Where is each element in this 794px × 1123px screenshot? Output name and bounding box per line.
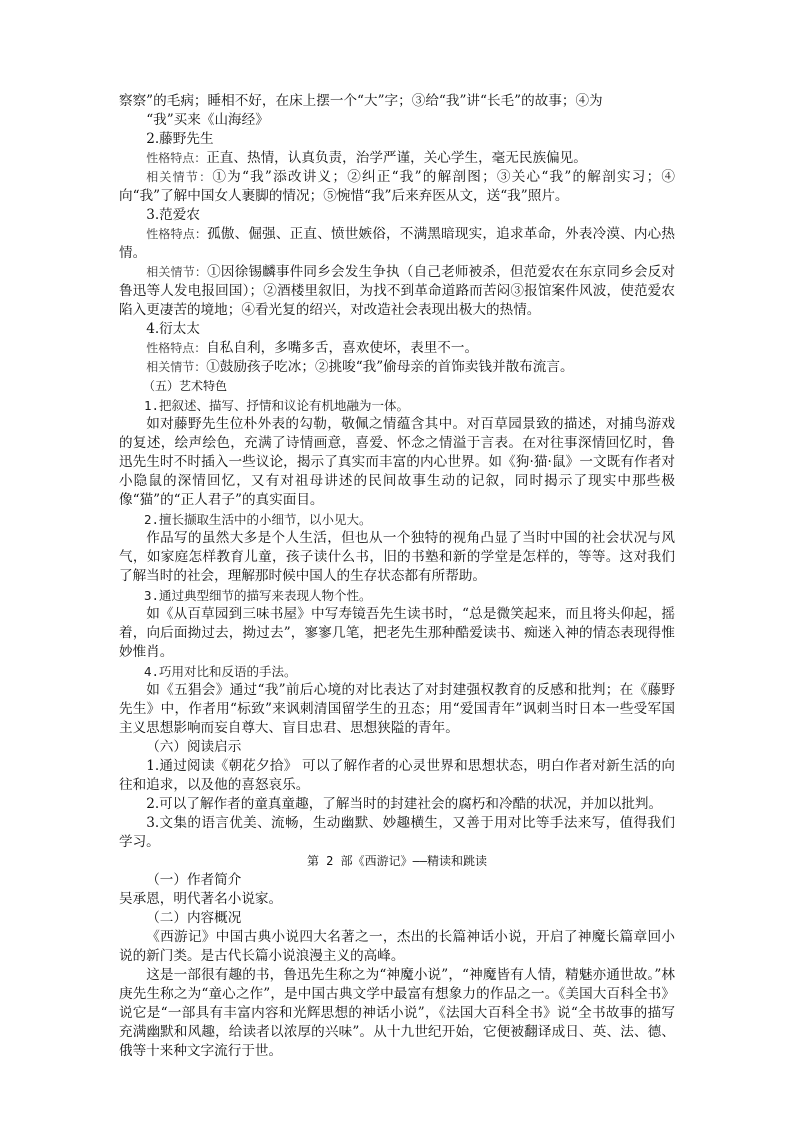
body-paragraph: 如《五猖会》通过“我”前后心境的对比表达了对封建强权教育的反感和批判；在《藤野先生》中，作者用“标致”来讽刺清国留学生的丑态；用“爱国青年”讽刺当时日本一些受军国主义思想影响而妄自尊大、盲目忠君、思想狭隘的青年。 xyxy=(119,682,675,736)
subsection-title: 1.把叙述、描写、抒情和议论有机地融为一体。 xyxy=(144,398,410,413)
part-title: 第 2 部《西游记》——精读和跳读 xyxy=(306,854,488,868)
plot-label: 相关情节： xyxy=(146,265,208,279)
trait-text: 自私自利，多嘴多舌，喜欢使坏，表里不一。 xyxy=(206,340,479,356)
subsection-title: 2.擅长撷取生活中的小细节，以小见大。 xyxy=(144,512,372,527)
plot-text: ①为“我”添改讲义；②纠正“我”的解剖图；③关心“我”的解剖实习；④向“我”了解中国女人裹脚的情况；⑤惋惜“我”后来弃医从文，送“我”照片。 xyxy=(119,169,675,204)
character-heading: 3.范爱农 xyxy=(146,207,200,223)
trait-paragraph xyxy=(119,339,675,358)
character-heading: 4.衍太太 xyxy=(146,321,200,337)
character-heading: 2.藤野先生 xyxy=(146,131,214,147)
trait-paragraph xyxy=(119,225,675,263)
trait-text: 孤傲、倔强、正直、愤世嫉俗，不满黑暗现实，追求革命，外表冷漠、内心热情。 xyxy=(119,226,675,261)
subsection-title: 3.通过典型细节的描写来表现人物个性。 xyxy=(144,588,372,603)
trait-label: 性格特点： xyxy=(146,341,207,355)
trait-label: 性格特点： xyxy=(146,151,207,165)
plot-label: 相关情节： xyxy=(146,360,207,374)
body-paragraph: 吴承恩，明代著名小说家。 xyxy=(119,891,283,907)
plot-text: ①鼓励孩子吃冰；②挑唆“我”偷母亲的首饰卖钱并散布流言。 xyxy=(206,359,574,375)
body-paragraph: 《西游记》中国古典小说四大名著之一，杰出的长篇神话小说，开启了神魔长篇章回小说的新门类。是古代长篇小说浪漫主义的高峰。 xyxy=(119,929,675,964)
trait-paragraph xyxy=(119,149,675,168)
section-heading: （五）艺术特色 xyxy=(143,379,228,393)
body-paragraph: 如《从百草园到三味书屋》中写寿镜吾先生读书时，“总是微笑起来，而且将头仰起，摇着，向后面拗过去，拗过去”，寥寥几笔，把老先生那种酷爱读书、痴迷入神的情态表现得惟妙惟肖。 xyxy=(119,606,675,660)
section-heading: （二）内容概况 xyxy=(146,910,242,926)
trait-label: 性格特点： xyxy=(146,227,208,241)
plot-paragraph xyxy=(119,168,675,206)
subsection-title: 4.巧用对比和反语的手法。 xyxy=(144,664,297,679)
paragraph-line: 察察”的毛病；睡相不好，在床上摆一个“大”字；③给“我”讲“长毛”的故事；④为 xyxy=(119,93,603,109)
body-paragraph: 3.文集的语言优美、流畅，生动幽默、妙趣横生，又善于用对比等手法来写，值得我们学习。 xyxy=(119,815,675,850)
body-paragraph: 如对藤野先生位朴外表的勾勒，敬佩之情蕴含其中。对百草园景致的描述，对捕鸟游戏的复述，绘声绘色，充满了诗情画意，喜爱、怀念之情溢于言表。在对往事深情回忆时，鲁迅先生时不时插入一些议论，揭示了真实而丰富的内心世界。如《狗·猫·鼠》一文既有作者对小隐鼠的深情回忆，又有对祖母讲述的民间故事生动的记叙，同时揭示了现实中那些极像“猫”的“正人君子”的真实面目。 xyxy=(119,416,675,508)
body-paragraph: 这是一部很有趣的书，鲁迅先生称之为“神魔小说”，“神魔皆有人情，精魅亦通世故。”林庚先生称之为“童心之作”，是中国古典文学中最富有想象力的作品之一。《美国大百科全书》说它是“一部具有丰富内容和光辉思想的神话小说”，《法国大百科全书》说“全书故事的描写充满幽默和风趣，给读者以浓厚的兴味”。从十九世纪开始，它便被翻译成日、英、法、德、俄等十来种文字流行于世。 xyxy=(119,967,675,1059)
section-heading: （一）作者简介 xyxy=(146,872,242,888)
plot-paragraph xyxy=(119,263,675,320)
body-paragraph: 2.可以了解作者的童真童趣，了解当时的封建社会的腐朽和冷酷的状况，并加以批判。 xyxy=(146,796,663,812)
plot-paragraph xyxy=(119,358,675,377)
body-paragraph: 1.通过阅读《朝花夕拾》 可以了解作者的心灵世界和思想状态，明白作者对新生活的向往和追求，以及他的喜怒哀乐。 xyxy=(119,758,675,793)
paragraph-line: “我”买来《山海经》 xyxy=(146,112,269,128)
trait-text: 正直、热情，认真负责，治学严谨，关心学生，毫无民族偏见。 xyxy=(206,150,587,166)
plot-label: 相关情节： xyxy=(146,170,213,184)
plot-text: ①因徐锡麟事件同乡会发生争执（自己老师被杀，但范爱农在东京同乡会反对鲁迅等人发电报回国）；②酒楼里叙旧，为找不到革命道路而苦闷③报馆案件风波，使范爱农陷入更凄苦的境地；④看光复的绍兴，对改造社会表现出极大的热情。 xyxy=(119,264,675,318)
body-paragraph: 作品写的虽然大多是个人生活，但也从一个独特的视角凸显了当时中国的社会状况与风气，如家庭怎样教育儿童，孩子读什么书，旧的书塾和新的学堂是怎样的，等等。这对我们了解当时的社会，理解那时候中国人的生存状态都有所帮助。 xyxy=(119,530,675,584)
section-heading: （六）阅读启示 xyxy=(146,739,242,755)
document-page xyxy=(119,92,675,1061)
